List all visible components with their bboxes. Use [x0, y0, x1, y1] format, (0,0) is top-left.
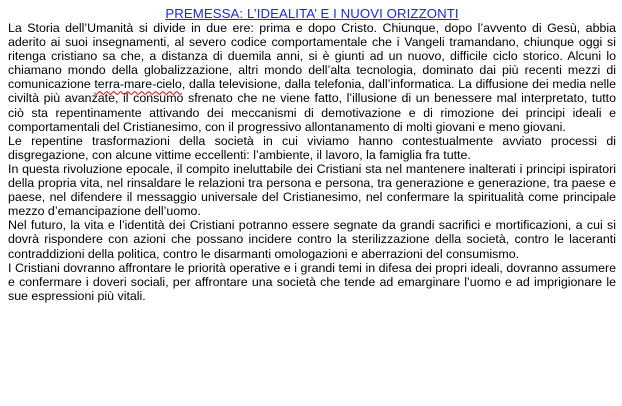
paragraph-4: Nel futuro, la vita e l’identità dei Cristiani potranno essere segnate da grandi sacrifici e mortificazioni, a cui si dovrà rispondere con azioni che possano incidere contro la sterilizzazione della società, contro le laceranti contraddizioni della politica, contro le disarmanti omologazioni e aberrazioni del consumismo.: [8, 218, 616, 261]
spellcheck-flagged-word[interactable]: terra-mare-cielo: [94, 77, 182, 92]
paragraph-1-text-end: , dalla televisione, dalla telefonia, dall’informatica. La diffusione dei media nelle civiltà più avanzate, il consumo sfrenato che ne viene fatto, l’illusione di un benessere mal interpretato, tutto ciò sta repentinamente attivando dei meccanismi di demotivazione e di rimozione dei principi ideali e comportamentali del Cristianesimo, con il progressivo allontanamento di molti giovani e meno giovani.: [8, 77, 617, 134]
paragraph-5: I Cristiani dovranno affrontare le priorità operative e i grandi temi in difesa dei propri ideali, dovranno assumere e confermare i doveri sociali, per affrontare una società che tende ad emarginare l’uomo e ad imprigionare le sue espressioni più vitali.: [8, 260, 616, 303]
paragraph-3: In questa rivoluzione epocale, il compito ineluttabile dei Cristiani sta nel mantenere inalterati i principi ispiratori della propria vita, nel rinsaldare le relazioni tra persona e persona, tra generazione e generazione, tra paese e paese, nel difendere il messaggio universale del Cristianesimo, nel confermare la spiritualità come principale mezzo d’emancipazione dell’uomo.: [8, 161, 616, 219]
paragraph-2: Le repentine trasformazioni della società in cui viviamo hanno contestualmente avviato processi di disgregazione, con alcune vittime eccellenti: l’ambiente, il lavoro, la famiglia fra tutte.: [8, 133, 616, 162]
paragraph-1-text-start: La Storia dell’Umanità si divide in due ere: prima e dopo Cristo. Chiunque, dopo l’avvento di Gesù, abbia aderito ai suoi insegnamenti, al severo codice comportamentale che i Vangeli tramandano, chiunque oggi si ritenga cristiano sa che, a distanza di duemila anni, si è giunti ad un nuovo, difficile ciclo storico. Alcuni lo chiamano mondo della globalizzazione, altri mondo dell’alta tecnologia, dominato dai più recenti mezzi di comunicazione: [8, 21, 616, 92]
document-title: PREMESSA: L’IDEALITA’ E I NUOVI ORIZZONTI: [165, 6, 459, 21]
paragraph-1: [8, 21, 616, 134]
